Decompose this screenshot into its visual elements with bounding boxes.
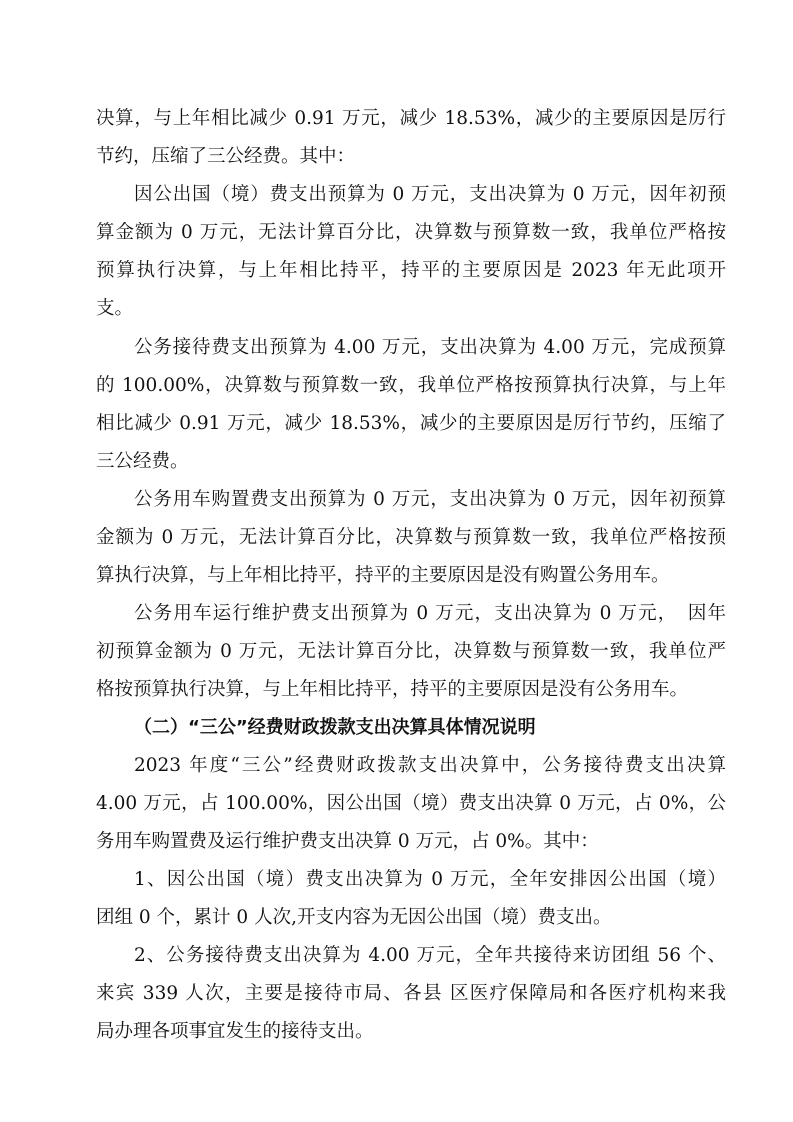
paragraph-line: 公务用车购置费支出预算为 0 万元，支出决算为 0 万元，因年初预算: [134, 489, 726, 510]
paragraph-line: 格按预算执行决算，与上年相比持平，持平的主要原因是没有公务用车。: [96, 679, 689, 700]
paragraph-line: 因公出国（境）费支出预算为 0 万元，支出决算为 0 万元，因年初预: [134, 184, 726, 205]
paragraph-line: 相比减少 0.91 万元，减少 18.53%，减少的主要原因是厉行节约，压缩了: [96, 413, 726, 434]
paragraph-line: 初预算金额为 0 万元，无法计算百分比，决算数与预算数一致，我单位严: [96, 641, 726, 662]
paragraph-line: 4.00 万元，占 100.00%，因公出国（境）费支出决算 0 万元，占 0%，公: [96, 793, 726, 814]
paragraph-line: 节约，压缩了三公经费。其中：: [96, 146, 356, 167]
paragraph-line: 1、因公出国（境）费支出决算为 0 万元，全年安排因公出国（境）: [134, 869, 726, 890]
paragraph-line: 金额为 0 万元，无法计算百分比，决算数与预算数一致，我单位严格按预: [96, 527, 726, 548]
paragraph-line: 算执行决算，与上年相比持平，持平的主要原因是没有购置公务用车。: [96, 565, 670, 586]
paragraph-line: 公务接待费支出预算为 4.00 万元，支出决算为 4.00 万元，完成预算: [134, 337, 726, 358]
paragraph-line: 三公经费。: [96, 451, 189, 472]
paragraph-line: 支。: [96, 298, 134, 319]
paragraph-line: 务用车购置费及运行维护费支出决算 0 万元，占 0%。其中：: [96, 831, 599, 852]
paragraph-line: 预算执行决算，与上年相比持平，持平的主要原因是 2023 年无此项开: [96, 260, 726, 281]
section-heading: （二）“三公”经费财政拨款支出决算具体情况说明: [134, 717, 536, 738]
paragraph-line: 决算，与上年相比减少 0.91 万元，减少 18.53%，减少的主要原因是厉行: [96, 108, 726, 129]
paragraph-line: 局办理各项事宜发生的接待支出。: [96, 1021, 374, 1042]
paragraph-line: 算金额为 0 万元，无法计算百分比，决算数与预算数一致，我单位严格按: [96, 222, 726, 243]
paragraph-line: 2、公务接待费支出决算为 4.00 万元，全年共接待来访团组 56 个、: [134, 945, 726, 966]
paragraph-line: 2023 年度“三公”经费财政拨款支出决算中，公务接待费支出决算: [134, 755, 726, 776]
paragraph-line: 的 100.00%，决算数与预算数一致，我单位严格按预算执行决算，与上年: [96, 375, 726, 396]
paragraph-line: 公务用车运行维护费支出预算为 0 万元，支出决算为 0 万元， 因年: [134, 603, 726, 624]
paragraph-line: 来宾 339 人次，主要是接待市局、各县 区医疗保障局和各医疗机构来我: [96, 983, 726, 1004]
paragraph-line: 团组 0 个，累计 0 人次,开支内容为无因公出国（境）费支出。: [96, 907, 612, 928]
